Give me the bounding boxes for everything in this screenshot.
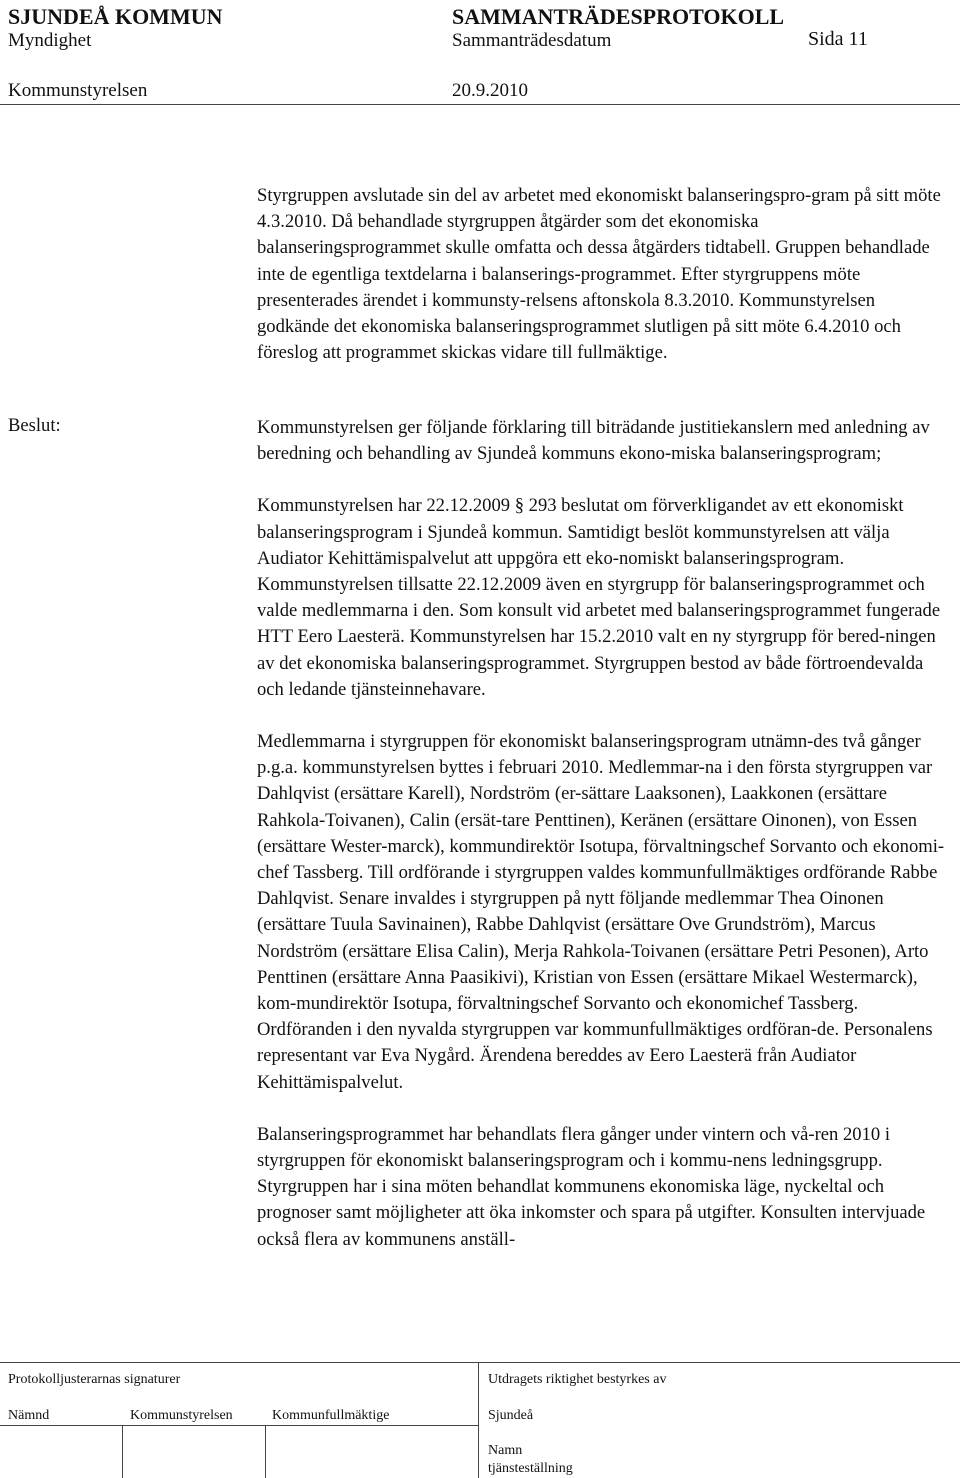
- footer-divider-1: [122, 1425, 123, 1478]
- decision-paragraph-1: Kommunstyrelsen ger följande förklaring till biträdande justitiekanslern med anledning av beredning och behandling av Sjundeå kommuns ekono-miska balanseringsprogram;: [257, 417, 930, 465]
- decision-label: Beslut:: [8, 415, 61, 436]
- footer-top-rule: [0, 1362, 960, 1363]
- decision-paragraph-4: Balanseringsprogrammet har behandlats flera gånger under vintern och vå-ren 2010 i styrgruppen för ekonomiskt balanseringsprogram och i kommu-nens ledningsgrupp. Styrgruppen har i sina möten behandlat kommunens ekonomiska läge, nyckeltal och prognoser samt möjligheter att öka inkomster och spara på utgifter. Konsulten intervjuade också flera av kommunens anställ-: [257, 1123, 926, 1250]
- name-label: Namn: [488, 1443, 523, 1458]
- position-label: tjänsteställning: [488, 1461, 573, 1476]
- footer-signature-rule: [0, 1425, 478, 1426]
- place-name: Sjundeå: [488, 1408, 534, 1423]
- meeting-date: 20.9.2010: [452, 80, 528, 101]
- footer-divider-main: [478, 1362, 479, 1478]
- intro-paragraph: Styrgruppen avslutade sin del av arbetet med ekonomiskt balanseringspro-gram på sitt möte 4.3.2010. Då behandlade styrgruppen åtgärder som det ekonomiska balanseringsprogrammet skulle omfatta och dessa åtgärders tidtabell. Gruppen behandlade inte de egentliga textdelarna i balanserings-programmet. Efter styrgruppens möte presenterades ärendet i kommunsty-relsens aftonskola 8.3.2010. Kommunstyrelsen godkände det ekonomiska balanseringsprogrammet slutligen på sitt möte 6.4.2010 och föreslog att programmet skickas vidare till fullmäktige.: [257, 185, 941, 364]
- intro-section: [257, 183, 947, 366]
- footer-divider-2: [265, 1425, 266, 1478]
- body-label: Nämnd: [8, 1408, 50, 1423]
- document-type: SAMMANTRÄDESPROTOKOLL: [452, 4, 785, 29]
- decision-section: [257, 415, 947, 1253]
- decision-paragraph-2: Kommunstyrelsen har 22.12.2009 § 293 beslutat om förverkligandet av ett ekonomiskt balanseringsprogram i Sjundeå kommun. Samtidigt beslöt kommunstyrelsen att välja Audiator Kehittämispalvelut att uppgöra ett eko-nomiskt balanseringsprogram. Kommunstyrelsen tillsatte 22.12.2009 även en styrgrupp för balanseringsprogrammet och valde medlemmarna i den. Som konsult vid arbetet med balanseringsprogrammet fungerade HTT Eero Laesterä. Kommunstyrelsen har 15.2.2010 valt en ny styrgrupp för bered-ningen av det ekonomiska balanseringsprogrammet. Styrgruppen bestod av både förtroendevalda och ledande tjänsteinnehavare.: [257, 495, 941, 700]
- date-label: Sammanträdesdatum: [452, 30, 612, 51]
- page-number: Sida 11: [808, 28, 868, 50]
- header-divider: [0, 104, 960, 105]
- authority-label: Myndighet: [8, 30, 92, 51]
- extract-label: Utdragets riktighet bestyrkes av: [488, 1372, 667, 1387]
- body-kommunstyrelsen: Kommunstyrelsen: [130, 1408, 233, 1423]
- decision-paragraph-3: Medlemmarna i styrgruppen för ekonomiskt balanseringsprogram utnämn-des två gånger p.g.a. kommunstyrelsen byttes i februari 2010. Medlemmar-na i den första styrgruppen var Dahlqvist (ersättare Karell), Nordström (er-sättare Laaksonen), Laakkonen (ersättare Rahkola-Toivanen), Calin (ersät-tare Penttinen), Keränen (ersättare Oinonen), von Essen (ersättare Wester-marck), kommundirektör Isotupa, förvaltningschef Sorvanto och ekonomi-chef Tassberg. Till ordförande i styrgruppen valdes kommunfullmäktiges ordförande Rabbe Dahlqvist. Senare invaldes i styrgruppen på nytt följande medlemmar Thea Oinonen (ersättare Tuula Savinainen), Rabbe Dahlqvist (ersättare Ove Grundström), Marcus Nordström (ersättare Elisa Calin), Merja Rahkola-Toivanen (ersättare Petri Pesonen), Arto Penttinen (ersättare Anna Paasikivi), Kristian von Essen (ersättare Mikael Westermarck), kom-mundirektör Isotupa, förvaltningschef Sorvanto och ekonomichef Tassberg. Ordföranden i den nyvalda styrgruppen var kommunfullmäktiges ordföran-de. Personalens representant var Eva Nygård. Ärendena bereddes av Eero Laesterä från Audiator Kehittämispalvelut.: [257, 731, 945, 1093]
- body-kommunfullmaktige: Kommunfullmäktige: [272, 1408, 390, 1423]
- municipality-name: SJUNDEÅ KOMMUN: [8, 4, 223, 29]
- authority-name: Kommunstyrelsen: [8, 80, 148, 101]
- signatures-label: Protokolljusterarnas signaturer: [8, 1372, 181, 1387]
